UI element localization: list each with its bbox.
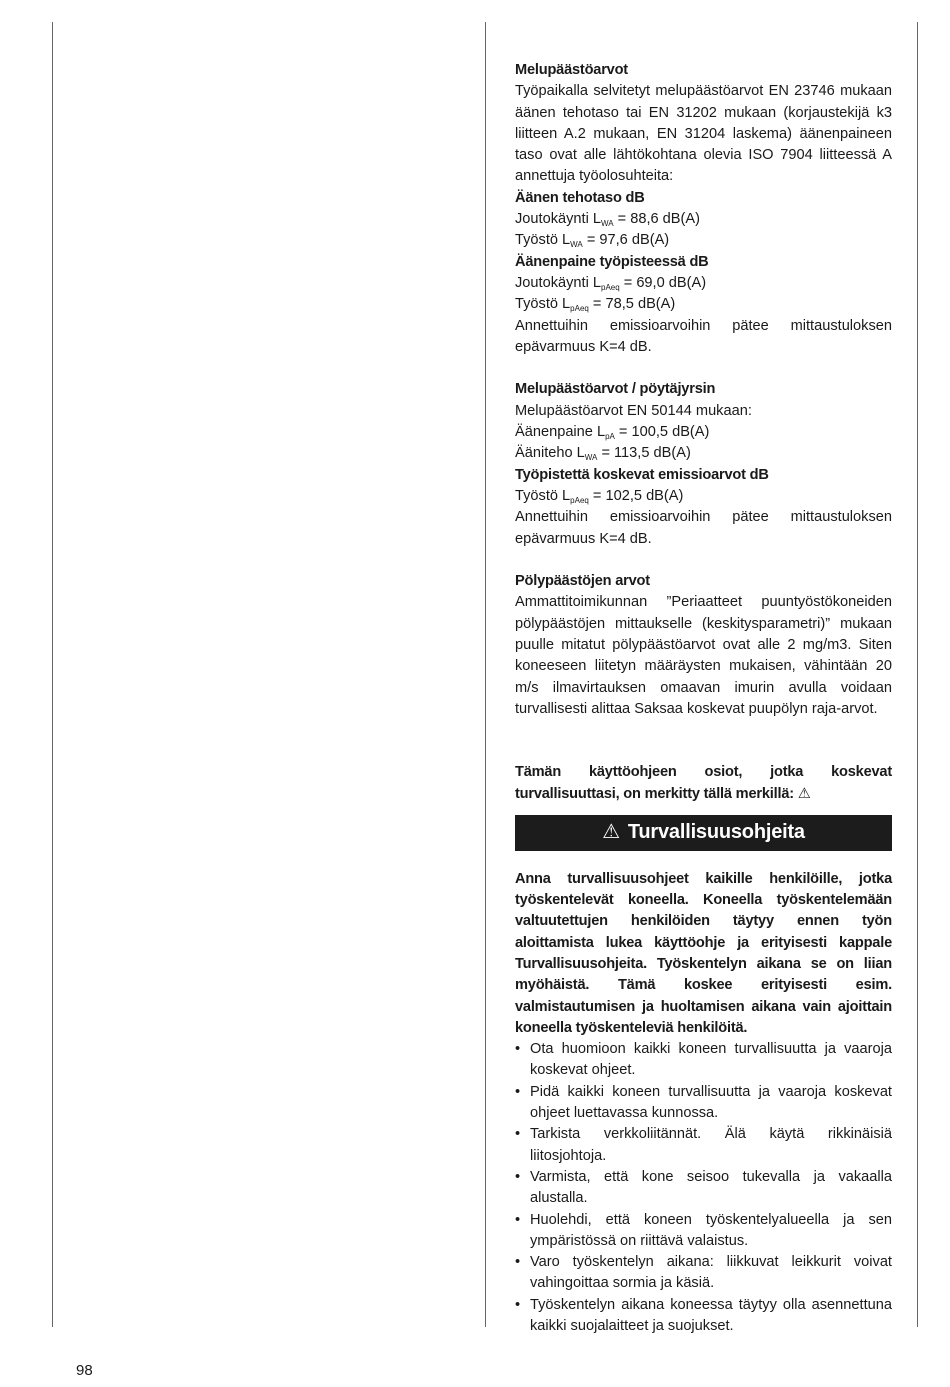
column-divider-rule	[485, 22, 486, 1327]
sound-power-heading: Äänen tehotaso dB	[515, 189, 645, 206]
idle-pressure-line: Joutokäynti $L_{pAeq} = 69,0$ dB(A)	[515, 274, 707, 292]
banner-title: Turvallisuusohjeita	[627, 821, 805, 844]
right-margin-rule	[917, 22, 918, 1327]
list-item: • Varo työskentelyn aikana: liikkuvat leikkurit voivat vahingoittaa sormia ja käsiä.	[515, 1252, 892, 1295]
left-margin-rule	[52, 22, 53, 1327]
dust-body: Ammattitoimikunnan ”Periaatteet puuntyöstökoneiden pölypäästöjen mittaukselle (keskitysparametri)” mukaan puulle mitatut pölypäästöarvot ovat alle 2 mg/m3. Siten koneeseen liitetyn määräysten mukaisen, vähintään 20 m/s ilmavirtauksen omaavan imurin avulla voidaan turvallisesti alittaa Saksaa koskevat puupölyn raja-arvot.	[515, 594, 892, 717]
noise-uncertainty: Annettuihin emissioarvoihin pätee mittaustuloksen epävarmuus K=4 dB.	[515, 317, 892, 355]
page-number: 98	[76, 1362, 93, 1379]
table-router-work-line: Työstö $L_{pAeq} = 102,5$ dB(A)	[515, 487, 684, 505]
text-column	[515, 60, 892, 1337]
table-router-uncertainty: Annettuihin emissioarvoihin pätee mittaustuloksen epävarmuus K=4 dB.	[515, 509, 892, 547]
safety-intro: Anna turvallisuusohjeet kaikille henkilöille, jotka työskentelevät koneella. Koneella työskentelemään valtuutettujen henkilöiden täytyy ennen työn aloittamista lukea käyttöohje ja erityisesti kappale Turvallisuusohjeita. Työskentelyn aikana se on liian myöhäistä. Tämä koskee erityisesti esim. valmistautumisen ja huoltamisen aikana vain ajoittain koneella työskenteleviä henkilöitä.	[515, 870, 892, 1036]
sound-pressure-heading: Äänenpaine työpisteessä dB	[515, 253, 709, 270]
list-item: • Pidä kaikki koneen turvallisuutta ja vaaroja koskevat ohjeet luettavassa kunnossa.	[515, 1082, 892, 1125]
list-item: • Työskentelyn aikana koneessa täytyy olla asennettuna kaikki suojalaitteet ja suojukset.	[515, 1295, 892, 1338]
dust-heading: Pölypäästöjen arvot	[515, 573, 650, 590]
table-router-intro: Melupäästöarvot EN 50144 mukaan:	[515, 402, 752, 419]
warning-triangle-icon: ⚠	[797, 785, 811, 802]
noise-heading: Melupäästöarvot	[515, 62, 628, 78]
table-router-heading: Melupäästöarvot / pöytäjyrsin	[515, 381, 716, 398]
table-router-pressure-line: Äänenpaine $L_{pA} = 100,5$ dB(A)	[515, 424, 710, 442]
list-item: • Ota huomioon kaikki koneen turvallisuutta ja vaaroja koskevat ohjeet.	[515, 1039, 892, 1082]
work-power-line: Työstö $L_{WA} = 97,6$ dB(A)	[515, 232, 670, 250]
work-pressure-line: Työstö $L_{pAeq} = 78,5$ dB(A)	[515, 296, 676, 314]
warning-triangle-icon: ⚠	[602, 821, 620, 844]
table-router-power-line: Ääniteho $L_{WA} = 113,5$ dB(A)	[515, 445, 691, 463]
list-item: • Tarkista verkkoliitännät. Älä käytä rikkinäisiä liitosjohtoja.	[515, 1124, 892, 1167]
safety-symbol-notice: Tämän käyttöohjeen osiot, jotka koskevat turvallisuuttasi, on merkitty tällä merkillä: ⚠	[515, 764, 892, 802]
idle-power-line: Joutokäynti $L_{WA} = 88,6$ dB(A)	[515, 211, 700, 229]
noise-intro: Työpaikalla selvitetyt melupäästöarvot EN 23746 mukaan äänen tehotaso tai EN 31202 mukaan (korjaustekijä k3 liitteen A.2 mukaan, EN 31204 laskema) äänenpaineen taso ovat alle lähtökohtana olevia ISO 7904 liitteessä A annettuja työolosuhteita:	[515, 83, 892, 185]
workstation-emission-heading: Työpistettä koskevat emissioarvot dB	[515, 466, 769, 483]
list-item: • Varmista, että kone seisoo tukevalla ja vakaalla alustalla.	[515, 1167, 892, 1210]
safety-instructions-banner	[515, 815, 892, 851]
safety-bullet-list	[515, 1039, 892, 1337]
list-item: • Huolehdi, että koneen työskentelyalueella ja sen ympäristössä on riittävä valaistus.	[515, 1210, 892, 1253]
